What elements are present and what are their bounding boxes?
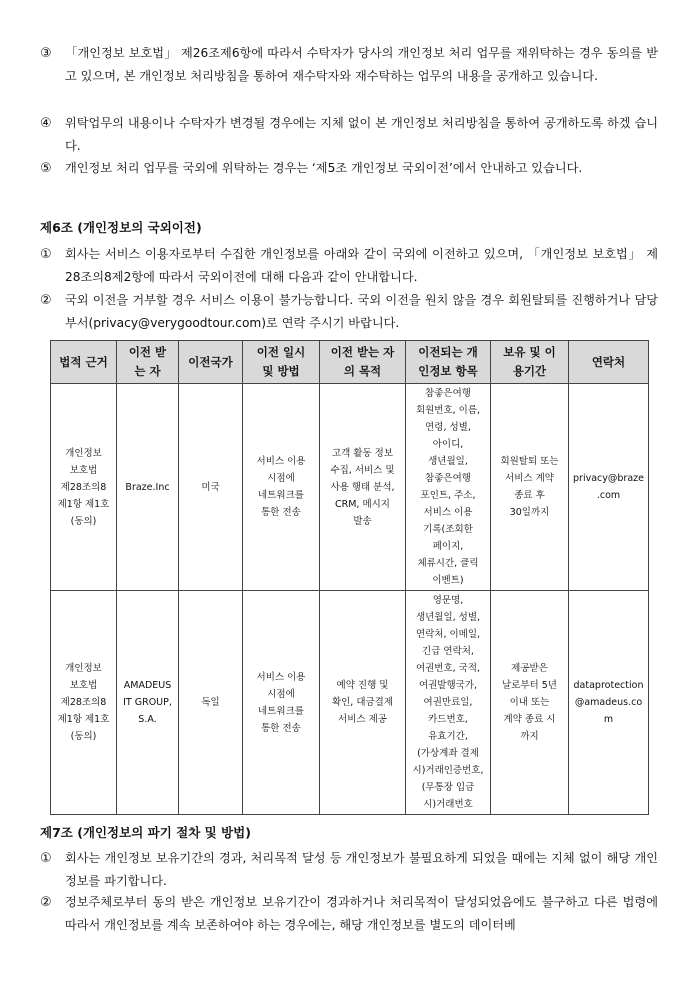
header-legal-basis: 법적 근거: [51, 341, 117, 384]
cell-contact: privacy@braze .com: [569, 384, 649, 591]
cell-legal-basis: 개인정보 보호법 제28조의8 제1항 제1호 (동의): [51, 591, 117, 815]
cell-recipient: Braze.Inc: [117, 384, 179, 591]
clause-item-5-3: [40, 42, 658, 88]
item-text: 국외 이전을 거부할 경우 서비스 이용이 불가능합니다. 국외 이전을 원치 않을 경우 회원탈퇴를 진행하거나 담당 부서(privacy@verygoodtour.com)로 연락 주시기 바랍니다.: [65, 293, 658, 330]
cell-data-items: 참좋은여행 회원번호, 이름, 연령, 성별, 아이디, 생년월일, 참좋은여행 포인트, 주소, 서비스 이용 기록(조회한 페이지, 체류시간, 클릭 이벤트): [406, 384, 491, 591]
cell-recipient: AMADEUS IT GROUP, S.A.: [117, 591, 179, 815]
item-number: ④: [40, 116, 52, 131]
header-retention: 보유 및 이 용기간: [491, 341, 569, 384]
cell-purpose: 예약 진행 및 확인, 대금결제 서비스 제공: [320, 591, 406, 815]
table-header-row: [51, 341, 649, 384]
clause-item-7-1: [40, 847, 658, 893]
clause-item-6-2: [40, 289, 658, 335]
item-number: ②: [40, 895, 52, 910]
cell-contact: dataprotection @amadeus.co m: [569, 591, 649, 815]
cell-legal-basis: 개인정보 보호법 제28조의8 제1항 제1호 (동의): [51, 384, 117, 591]
table-row: [51, 384, 649, 591]
item-text: 정보주체로부터 동의 받은 개인정보 보유기간이 경과하거나 처리목적이 달성되었음에도 불구하고 다른 법령에 따라서 개인정보를 계속 보존하여야 하는 경우에는, 해당 개인정보를 별도의 데이터베: [65, 895, 658, 932]
clause-item-6-1: [40, 243, 658, 289]
cell-retention: 회원탈퇴 또는 서비스 계약 종료 후 30일까지: [491, 384, 569, 591]
item-text: 회사는 개인정보 보유기간의 경과, 처리목적 달성 등 개인정보가 불필요하게 되었을 때에는 지체 없이 해당 개인정보를 파기합니다.: [65, 851, 658, 888]
cell-transfer-method: 서비스 이용 시점에 네트워크를 통한 전송: [243, 384, 320, 591]
item-number: ③: [40, 46, 52, 61]
item-number: ①: [40, 247, 52, 262]
item-number: ⑤: [40, 161, 52, 176]
section-7-title: 제7조 (개인정보의 파기 절차 및 방법): [40, 825, 251, 840]
cell-data-items: 영문명, 생년월일, 성별, 연락처, 이메일, 긴급 연락처, 여권번호, 국적, 여권발행국가, 여권만료일, 카드번호, 유효기간, (가상계좌 결제 시)거래인증번호, (무통장 입금 시)거래번호: [406, 591, 491, 815]
header-transfer-method: 이전 일시 및 방법: [243, 341, 320, 384]
cell-country: 미국: [179, 384, 243, 591]
item-number: ①: [40, 851, 52, 866]
overseas-transfer-table: [50, 340, 649, 815]
header-contact: 연락처: [569, 341, 649, 384]
item-text: 위탁업무의 내용이나 수탁자가 변경될 경우에는 지체 없이 본 개인정보 처리방침을 통하여 공개하도록 하겠 습니다.: [65, 116, 658, 153]
header-data-items: 이전되는 개 인정보 항목: [406, 341, 491, 384]
item-number: ②: [40, 293, 52, 308]
cell-retention: 제공받은 날로부터 5년 이내 또는 계약 종료 시 까지: [491, 591, 569, 815]
cell-purpose: 고객 활동 정보 수집, 서비스 및 사용 행태 분석, CRM, 메시지 발송: [320, 384, 406, 591]
item-text: 회사는 서비스 이용자로부터 수집한 개인정보를 아래와 같이 국외에 이전하고 있으며, 「개인정보 보호법」 제28조의8제2항에 따라서 국외이전에 대해 다음과 같이 안내합니다.: [65, 247, 658, 284]
clause-item-7-2: [40, 891, 658, 937]
section-6-title: 제6조 (개인정보의 국외이전): [40, 220, 202, 235]
clause-item-5-4: [40, 112, 658, 158]
cell-country: 독일: [179, 591, 243, 815]
header-purpose: 이전 받는 자 의 목적: [320, 341, 406, 384]
item-text: 「개인정보 보호법」 제26조제6항에 따라서 수탁자가 당사의 개인정보 처리 업무를 재위탁하는 경우 동의를 받고 있으며, 본 개인정보 처리방침을 통하여 재수탁자와 재수탁하는 업무의 내용을 공개하고 있습니다.: [65, 46, 658, 83]
cell-transfer-method: 서비스 이용 시점에 네트워크를 통한 전송: [243, 591, 320, 815]
table-row: [51, 591, 649, 815]
item-text: 개인정보 처리 업무를 국외에 위탁하는 경우는 ‘제5조 개인정보 국외이전’에서 안내하고 있습니다.: [65, 161, 583, 175]
header-country: 이전국가: [179, 341, 243, 384]
clause-item-5-5: [40, 157, 658, 180]
header-recipient: 이전 받 는 자: [117, 341, 179, 384]
